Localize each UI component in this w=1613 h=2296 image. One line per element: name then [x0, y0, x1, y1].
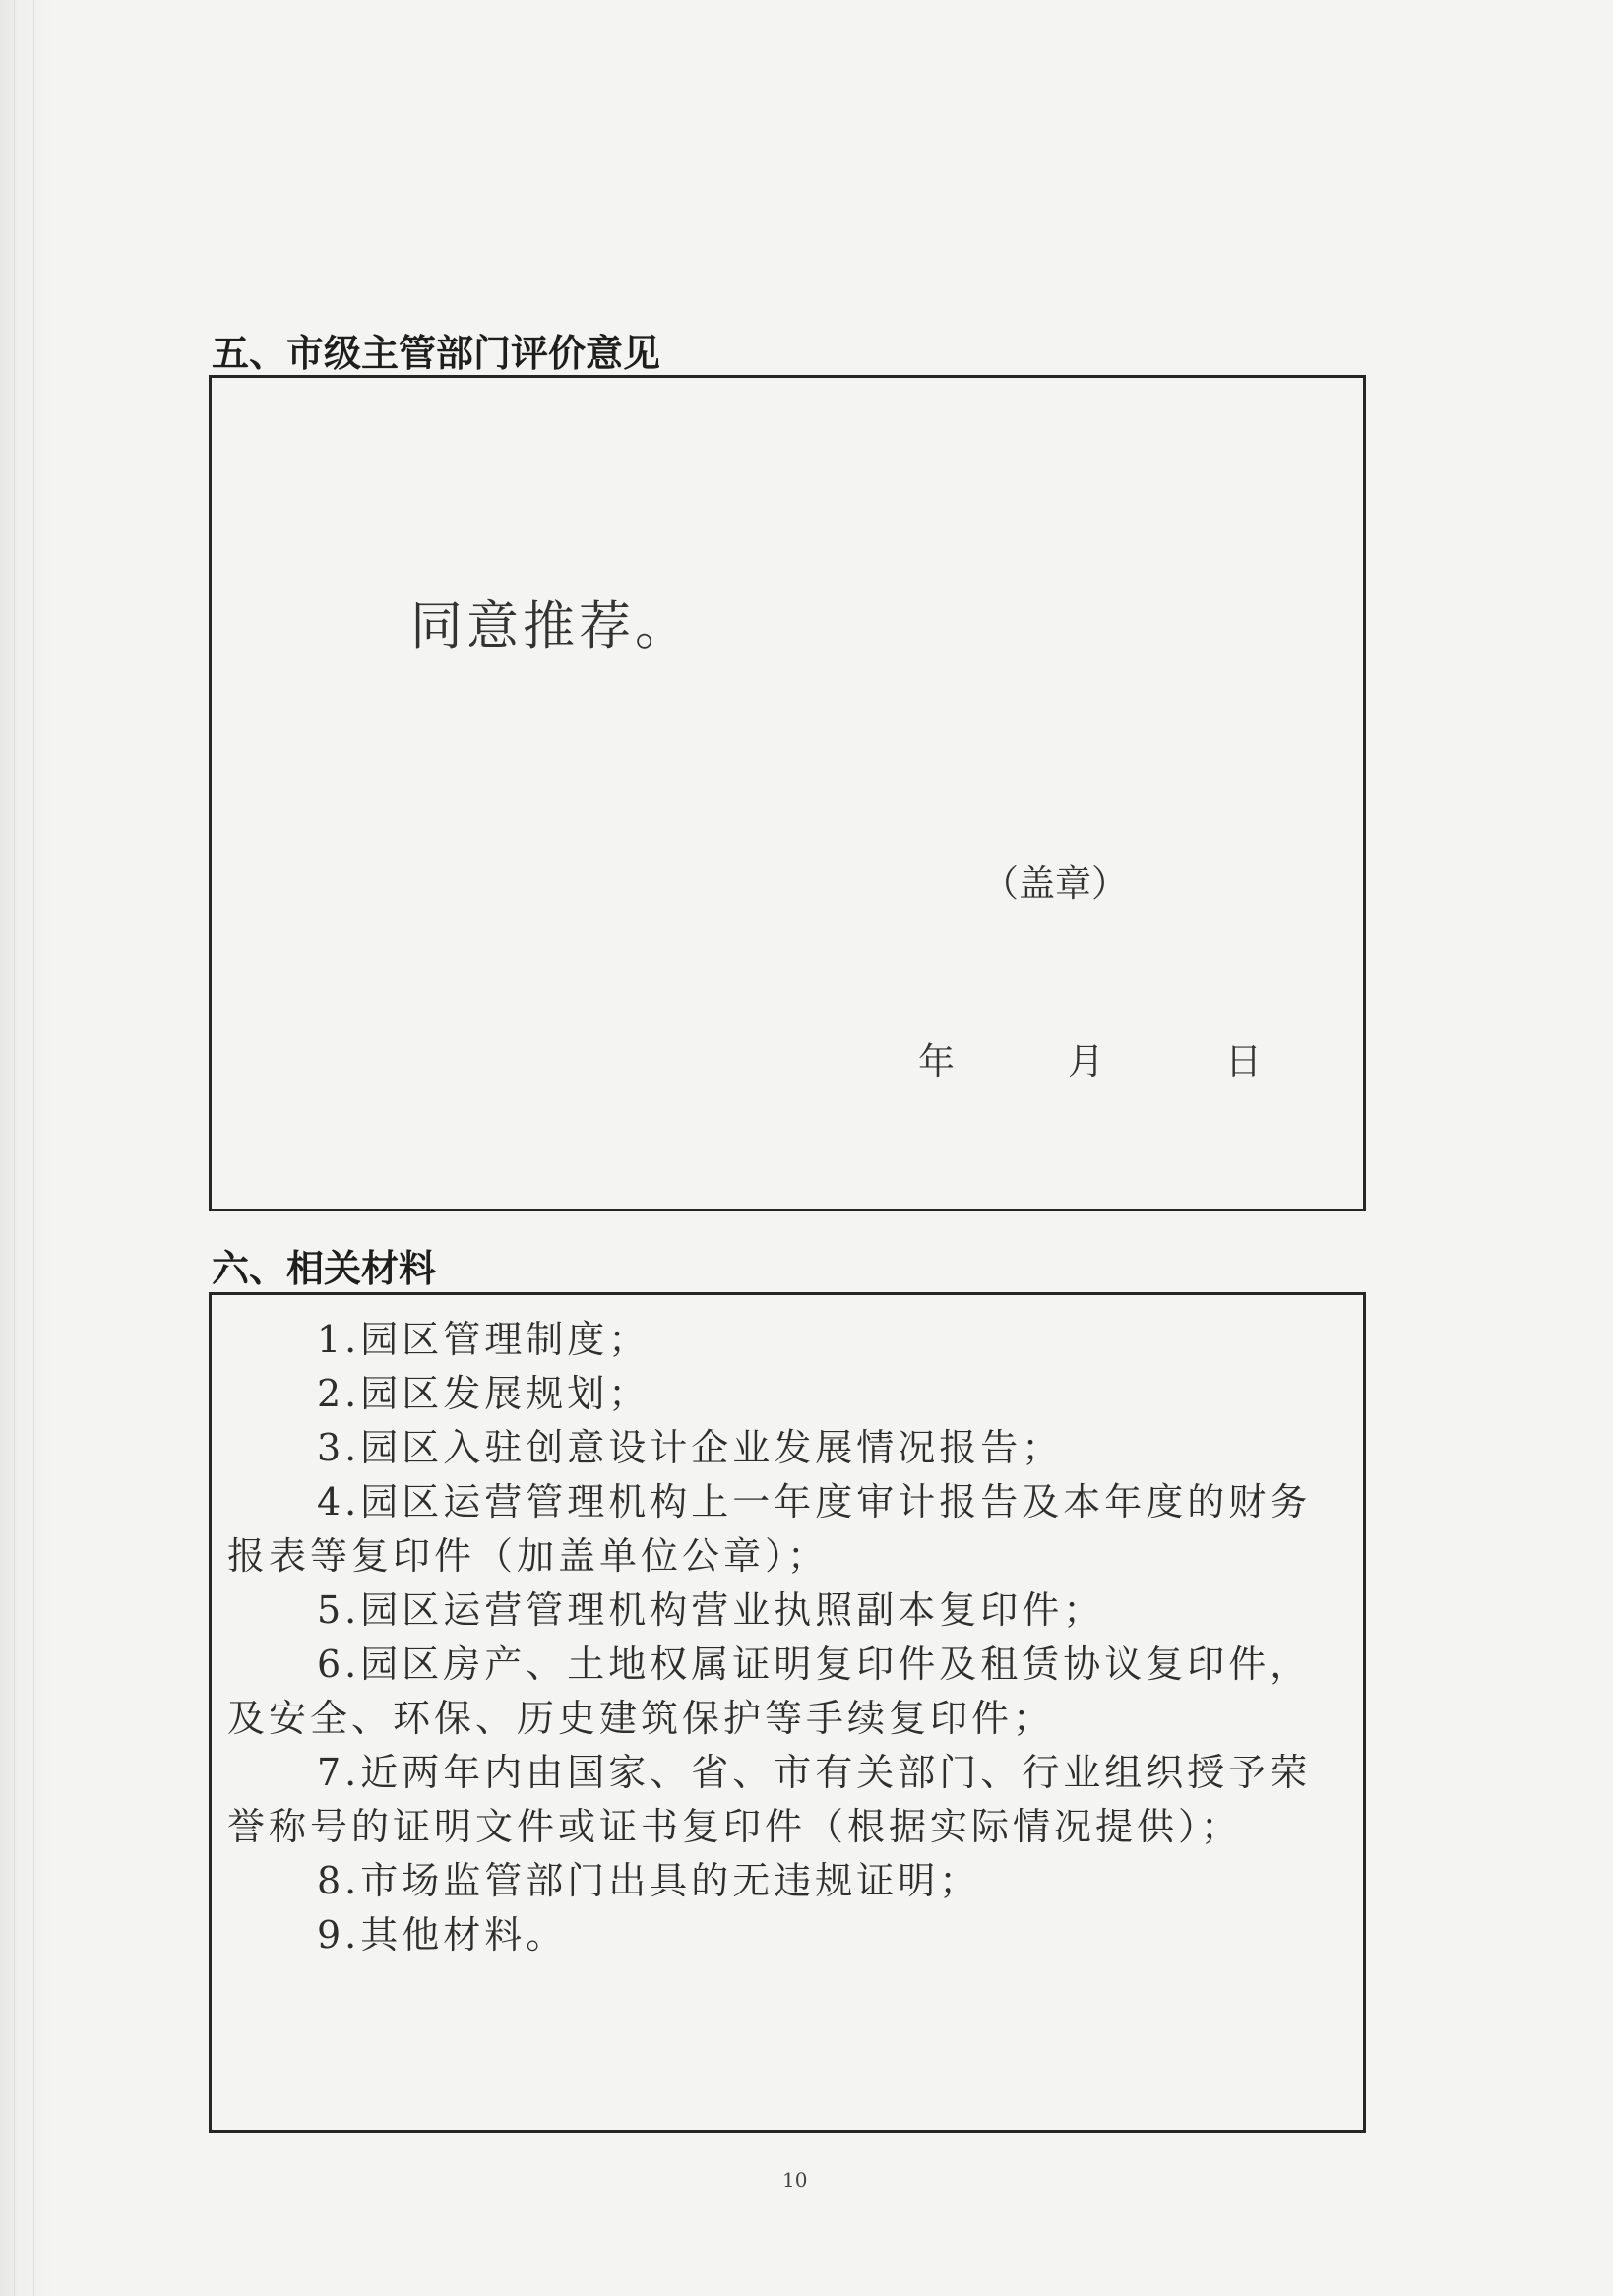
material-item-8: 8.市场监管部门出具的无违规证明； — [317, 1859, 981, 1902]
page-edge-shadow — [0, 0, 59, 2296]
section6-heading: 六、相关材料 — [212, 1247, 437, 1290]
material-item-2: 2.园区发展规划； — [317, 1372, 651, 1415]
stamp-label: （盖章） — [982, 862, 1128, 904]
material-item-4: 4.园区运营管理机构上一年度审计报告及本年度的财务 — [317, 1480, 1312, 1523]
section5-heading: 五、市级主管部门评价意见 — [212, 332, 661, 375]
material-item-6-continued: 及安全、环保、历史建筑保护等手续复印件； — [227, 1697, 1055, 1740]
material-item-7-continued: 誉称号的证明文件或证书复印件（根据实际情况提供）； — [227, 1805, 1243, 1848]
material-item-5: 5.园区运营管理机构营业执照副本复印件； — [317, 1588, 1105, 1632]
opinion-text: 同意推荐。 — [410, 596, 691, 656]
page-number: 10 — [782, 2168, 808, 2192]
evaluation-opinion-box — [209, 375, 1366, 1211]
material-item-4-continued: 报表等复印件（加盖单位公章）； — [227, 1534, 830, 1578]
material-item-3: 3.园区入驻创意设计企业发展情况报告； — [317, 1426, 1064, 1469]
material-item-1: 1.园区管理制度； — [317, 1318, 651, 1361]
date-year-label: 年 — [918, 1040, 955, 1083]
materials-box — [209, 1292, 1366, 2133]
date-month-label: 月 — [1068, 1040, 1104, 1083]
page-edge-line — [14, 0, 15, 2296]
material-item-7: 7.近两年内由国家、省、市有关部门、行业组织授予荣 — [317, 1751, 1312, 1794]
date-day-label: 日 — [1225, 1040, 1262, 1083]
material-item-6: 6.园区房产、土地权属证明复印件及租赁协议复印件， — [317, 1643, 1312, 1686]
material-item-9: 9.其他材料。 — [317, 1913, 568, 1956]
page-edge-line — [33, 0, 34, 2296]
